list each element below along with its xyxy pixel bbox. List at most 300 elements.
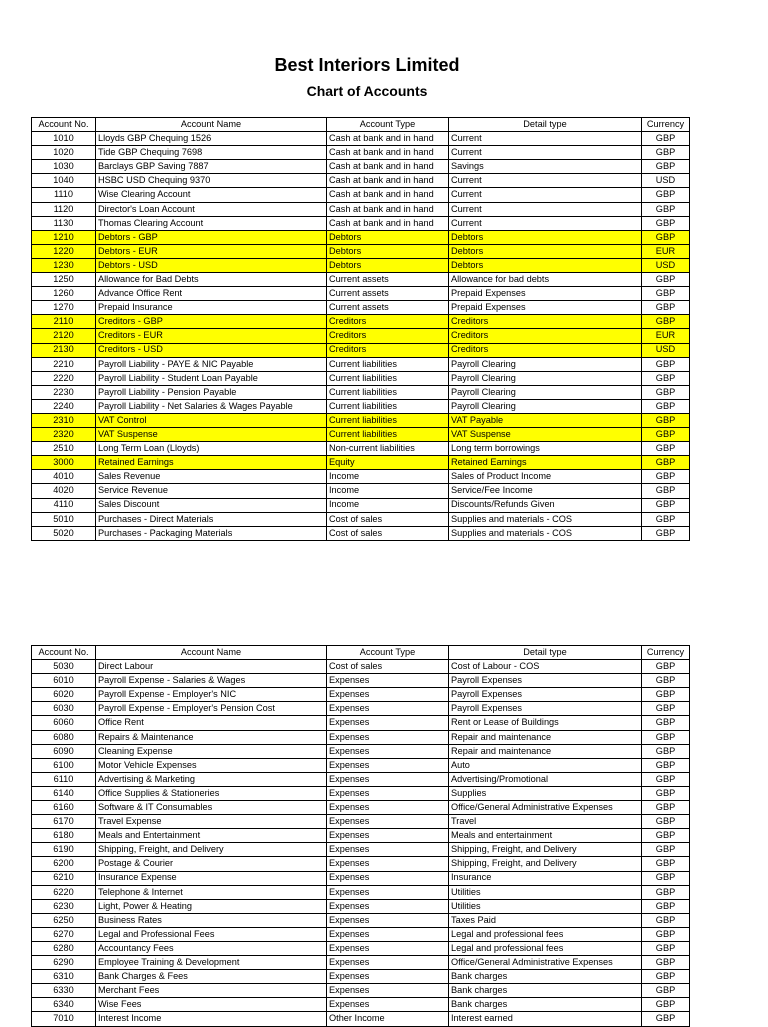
currency-cell: GBP xyxy=(642,941,690,955)
account-no-cell: 6180 xyxy=(32,829,96,843)
table-row xyxy=(32,357,690,371)
currency-cell: GBP xyxy=(642,301,690,315)
detail-type-cell: Office/General Administrative Expenses xyxy=(449,956,642,970)
table-row xyxy=(32,287,690,301)
header-account-name: Account Name xyxy=(96,118,327,132)
account-name-cell: Light, Power & Heating xyxy=(96,899,327,913)
account-type-cell: Expenses xyxy=(327,744,449,758)
account-no-cell: 1040 xyxy=(32,174,96,188)
table-row xyxy=(32,216,690,230)
currency-cell: GBP xyxy=(642,716,690,730)
currency-cell: GBP xyxy=(642,385,690,399)
account-type-cell: Expenses xyxy=(327,956,449,970)
account-type-cell: Debtors xyxy=(327,258,449,272)
account-name-cell: Cleaning Expense xyxy=(96,744,327,758)
account-no-cell: 6330 xyxy=(32,984,96,998)
detail-type-cell: Supplies and materials - COS xyxy=(449,526,642,540)
currency-cell: GBP xyxy=(642,315,690,329)
table-row xyxy=(32,758,690,772)
account-name-cell: Office Supplies & Stationeries xyxy=(96,786,327,800)
table-row xyxy=(32,941,690,955)
detail-type-cell: Retained Earnings xyxy=(449,456,642,470)
account-name-cell: Creditors - GBP xyxy=(96,315,327,329)
account-type-cell: Current assets xyxy=(327,301,449,315)
account-name-cell: Payroll Liability - Net Salaries & Wages Payable xyxy=(96,399,327,413)
detail-type-cell: Payroll Clearing xyxy=(449,357,642,371)
currency-cell: GBP xyxy=(642,843,690,857)
account-name-cell: Employee Training & Development xyxy=(96,956,327,970)
currency-cell: GBP xyxy=(642,899,690,913)
detail-type-cell: Current xyxy=(449,174,642,188)
account-type-cell: Current liabilities xyxy=(327,357,449,371)
account-type-cell: Other Income xyxy=(327,1012,449,1026)
account-type-cell: Expenses xyxy=(327,899,449,913)
currency-cell: GBP xyxy=(642,498,690,512)
account-type-cell: Income xyxy=(327,498,449,512)
detail-type-cell: Creditors xyxy=(449,343,642,357)
detail-type-cell: Debtors xyxy=(449,230,642,244)
account-name-cell: Legal and Professional Fees xyxy=(96,927,327,941)
account-no-cell: 1020 xyxy=(32,146,96,160)
account-name-cell: Payroll Expense - Employer's NIC xyxy=(96,688,327,702)
account-type-cell: Expenses xyxy=(327,871,449,885)
detail-type-cell: Shipping, Freight, and Delivery xyxy=(449,857,642,871)
table-row xyxy=(32,786,690,800)
account-type-cell: Expenses xyxy=(327,927,449,941)
account-no-cell: 1250 xyxy=(32,273,96,287)
detail-type-cell: Repair and maintenance xyxy=(449,730,642,744)
currency-cell: GBP xyxy=(642,470,690,484)
account-no-cell: 1230 xyxy=(32,258,96,272)
account-no-cell: 6010 xyxy=(32,674,96,688)
account-type-cell: Expenses xyxy=(327,857,449,871)
account-name-cell: Payroll Expense - Employer's Pension Cost xyxy=(96,702,327,716)
account-name-cell: Insurance Expense xyxy=(96,871,327,885)
currency-cell: USD xyxy=(642,343,690,357)
account-no-cell: 2230 xyxy=(32,385,96,399)
account-no-cell: 2110 xyxy=(32,315,96,329)
currency-cell: GBP xyxy=(642,273,690,287)
currency-cell: GBP xyxy=(642,357,690,371)
detail-type-cell: Allowance for bad debts xyxy=(449,273,642,287)
account-no-cell: 5020 xyxy=(32,526,96,540)
account-no-cell: 2130 xyxy=(32,343,96,357)
account-name-cell: Creditors - USD xyxy=(96,343,327,357)
table-row xyxy=(32,174,690,188)
account-no-cell: 4110 xyxy=(32,498,96,512)
table-row xyxy=(32,146,690,160)
document-title: Best Interiors Limited xyxy=(274,55,460,75)
currency-cell: GBP xyxy=(642,160,690,174)
account-no-cell: 1260 xyxy=(32,287,96,301)
account-type-cell: Cash at bank and in hand xyxy=(327,216,449,230)
table-row xyxy=(32,660,690,674)
account-no-cell: 1210 xyxy=(32,230,96,244)
table-row xyxy=(32,484,690,498)
table-row xyxy=(32,674,690,688)
detail-type-cell: Meals and entertainment xyxy=(449,829,642,843)
detail-type-cell: Advertising/Promotional xyxy=(449,772,642,786)
currency-cell: GBP xyxy=(642,871,690,885)
account-no-cell: 6310 xyxy=(32,970,96,984)
table-row xyxy=(32,927,690,941)
table-row xyxy=(32,413,690,427)
detail-type-cell: Current xyxy=(449,188,642,202)
account-name-cell: Director's Loan Account xyxy=(96,202,327,216)
currency-cell: GBP xyxy=(642,956,690,970)
currency-cell: GBP xyxy=(642,287,690,301)
currency-cell: GBP xyxy=(642,1012,690,1026)
account-name-cell: Travel Expense xyxy=(96,815,327,829)
account-type-cell: Expenses xyxy=(327,913,449,927)
detail-type-cell: Current xyxy=(449,202,642,216)
account-type-cell: Cost of sales xyxy=(327,660,449,674)
account-type-cell: Expenses xyxy=(327,702,449,716)
currency-cell: GBP xyxy=(642,146,690,160)
account-no-cell: 6090 xyxy=(32,744,96,758)
account-no-cell: 7010 xyxy=(32,1012,96,1026)
account-type-cell: Current liabilities xyxy=(327,371,449,385)
account-type-cell: Current liabilities xyxy=(327,428,449,442)
detail-type-cell: Repair and maintenance xyxy=(449,744,642,758)
account-name-cell: Software & IT Consumables xyxy=(96,801,327,815)
account-no-cell: 1270 xyxy=(32,301,96,315)
account-type-cell: Creditors xyxy=(327,343,449,357)
account-type-cell: Expenses xyxy=(327,829,449,843)
account-name-cell: Debtors - USD xyxy=(96,258,327,272)
currency-cell: GBP xyxy=(642,202,690,216)
currency-cell: GBP xyxy=(642,744,690,758)
account-type-cell: Expenses xyxy=(327,801,449,815)
table-row xyxy=(32,230,690,244)
account-name-cell: Creditors - EUR xyxy=(96,329,327,343)
table-row xyxy=(32,956,690,970)
account-type-cell: Equity xyxy=(327,456,449,470)
account-no-cell: 6290 xyxy=(32,956,96,970)
account-no-cell: 6110 xyxy=(32,772,96,786)
account-name-cell: Bank Charges & Fees xyxy=(96,970,327,984)
account-name-cell: Debtors - EUR xyxy=(96,244,327,258)
header-currency: Currency xyxy=(642,118,690,132)
detail-type-cell: Taxes Paid xyxy=(449,913,642,927)
currency-cell: GBP xyxy=(642,913,690,927)
account-name-cell: Telephone & Internet xyxy=(96,885,327,899)
account-no-cell: 6200 xyxy=(32,857,96,871)
currency-cell: GBP xyxy=(642,998,690,1012)
account-type-cell: Expenses xyxy=(327,998,449,1012)
table-row xyxy=(32,132,690,146)
table-row xyxy=(32,244,690,258)
currency-cell: GBP xyxy=(642,484,690,498)
account-no-cell: 5010 xyxy=(32,512,96,526)
detail-type-cell: Payroll Expenses xyxy=(449,674,642,688)
account-type-cell: Debtors xyxy=(327,244,449,258)
account-name-cell: Thomas Clearing Account xyxy=(96,216,327,230)
account-no-cell: 4010 xyxy=(32,470,96,484)
account-name-cell: Barclays GBP Saving 7887 xyxy=(96,160,327,174)
table-row xyxy=(32,371,690,385)
currency-cell: GBP xyxy=(642,815,690,829)
account-no-cell: 6270 xyxy=(32,927,96,941)
table-row xyxy=(32,273,690,287)
account-type-cell: Non-current liabilities xyxy=(327,442,449,456)
account-name-cell: VAT Suspense xyxy=(96,428,327,442)
currency-cell: GBP xyxy=(642,660,690,674)
account-type-cell: Expenses xyxy=(327,984,449,998)
account-type-cell: Expenses xyxy=(327,674,449,688)
table-header-row xyxy=(32,646,690,660)
account-name-cell: Payroll Expense - Salaries & Wages xyxy=(96,674,327,688)
account-name-cell: VAT Control xyxy=(96,413,327,427)
detail-type-cell: Utilities xyxy=(449,885,642,899)
table-header-row xyxy=(32,118,690,132)
account-name-cell: Business Rates xyxy=(96,913,327,927)
table-row xyxy=(32,857,690,871)
table-row xyxy=(32,188,690,202)
detail-type-cell: Creditors xyxy=(449,329,642,343)
currency-cell: EUR xyxy=(642,244,690,258)
account-no-cell: 3000 xyxy=(32,456,96,470)
account-no-cell: 6080 xyxy=(32,730,96,744)
detail-type-cell: Current xyxy=(449,132,642,146)
header-account-type: Account Type xyxy=(327,646,449,660)
account-no-cell: 2240 xyxy=(32,399,96,413)
currency-cell: GBP xyxy=(642,399,690,413)
detail-type-cell: VAT Payable xyxy=(449,413,642,427)
account-no-cell: 6280 xyxy=(32,941,96,955)
account-type-cell: Expenses xyxy=(327,815,449,829)
account-name-cell: Payroll Liability - PAYE & NIC Payable xyxy=(96,357,327,371)
accounts-table-1 xyxy=(31,117,690,541)
detail-type-cell: Interest earned xyxy=(449,1012,642,1026)
account-name-cell: Purchases - Direct Materials xyxy=(96,512,327,526)
account-type-cell: Expenses xyxy=(327,716,449,730)
table-row xyxy=(32,843,690,857)
account-type-cell: Current liabilities xyxy=(327,385,449,399)
table-row xyxy=(32,829,690,843)
account-no-cell: 1120 xyxy=(32,202,96,216)
detail-type-cell: Insurance xyxy=(449,871,642,885)
detail-type-cell: Creditors xyxy=(449,315,642,329)
account-type-cell: Income xyxy=(327,470,449,484)
account-no-cell: 2510 xyxy=(32,442,96,456)
account-name-cell: Retained Earnings xyxy=(96,456,327,470)
account-type-cell: Expenses xyxy=(327,730,449,744)
currency-cell: GBP xyxy=(642,885,690,899)
table-row xyxy=(32,970,690,984)
currency-cell: GBP xyxy=(642,857,690,871)
currency-cell: GBP xyxy=(642,526,690,540)
currency-cell: GBP xyxy=(642,786,690,800)
table-row xyxy=(32,744,690,758)
currency-cell: GBP xyxy=(642,927,690,941)
account-name-cell: Lloyds GBP Chequing 1526 xyxy=(96,132,327,146)
table-row xyxy=(32,399,690,413)
currency-cell: GBP xyxy=(642,970,690,984)
detail-type-cell: Sales of Product Income xyxy=(449,470,642,484)
header-account-name: Account Name xyxy=(96,646,327,660)
account-name-cell: Service Revenue xyxy=(96,484,327,498)
account-type-cell: Cash at bank and in hand xyxy=(327,202,449,216)
currency-cell: GBP xyxy=(642,772,690,786)
table-row xyxy=(32,512,690,526)
account-name-cell: Accountancy Fees xyxy=(96,941,327,955)
account-no-cell: 1220 xyxy=(32,244,96,258)
account-type-cell: Cost of sales xyxy=(327,512,449,526)
account-type-cell: Expenses xyxy=(327,885,449,899)
account-no-cell: 6020 xyxy=(32,688,96,702)
account-no-cell: 6230 xyxy=(32,899,96,913)
document-subtitle: Chart of Accounts xyxy=(306,83,428,99)
currency-cell: GBP xyxy=(642,688,690,702)
detail-type-cell: Office/General Administrative Expenses xyxy=(449,801,642,815)
detail-type-cell: Bank charges xyxy=(449,984,642,998)
account-type-cell: Cash at bank and in hand xyxy=(327,188,449,202)
table-row xyxy=(32,984,690,998)
account-name-cell: Meals and Entertainment xyxy=(96,829,327,843)
detail-type-cell: Utilities xyxy=(449,899,642,913)
currency-cell: GBP xyxy=(642,230,690,244)
account-type-cell: Creditors xyxy=(327,315,449,329)
table-row xyxy=(32,470,690,484)
account-no-cell: 6160 xyxy=(32,801,96,815)
detail-type-cell: Prepaid Expenses xyxy=(449,301,642,315)
account-type-cell: Expenses xyxy=(327,688,449,702)
account-type-cell: Expenses xyxy=(327,941,449,955)
table-row xyxy=(32,202,690,216)
detail-type-cell: Prepaid Expenses xyxy=(449,287,642,301)
table-row xyxy=(32,160,690,174)
account-type-cell: Cash at bank and in hand xyxy=(327,160,449,174)
table-row xyxy=(32,442,690,456)
account-no-cell: 6140 xyxy=(32,786,96,800)
table-row xyxy=(32,301,690,315)
table-row xyxy=(32,885,690,899)
account-type-cell: Cost of sales xyxy=(327,526,449,540)
account-no-cell: 6030 xyxy=(32,702,96,716)
account-type-cell: Current assets xyxy=(327,287,449,301)
account-name-cell: Shipping, Freight, and Delivery xyxy=(96,843,327,857)
currency-cell: GBP xyxy=(642,216,690,230)
account-name-cell: Payroll Liability - Student Loan Payable xyxy=(96,371,327,385)
currency-cell: GBP xyxy=(642,371,690,385)
detail-type-cell: Payroll Clearing xyxy=(449,399,642,413)
table-row xyxy=(32,702,690,716)
header-account-no: Account No. xyxy=(32,118,96,132)
detail-type-cell: Rent or Lease of Buildings xyxy=(449,716,642,730)
detail-type-cell: Auto xyxy=(449,758,642,772)
account-name-cell: Tide GBP Chequing 7698 xyxy=(96,146,327,160)
account-name-cell: Purchases - Packaging Materials xyxy=(96,526,327,540)
account-type-cell: Expenses xyxy=(327,758,449,772)
currency-cell: EUR xyxy=(642,329,690,343)
account-name-cell: Debtors - GBP xyxy=(96,230,327,244)
account-no-cell: 6100 xyxy=(32,758,96,772)
account-no-cell: 6340 xyxy=(32,998,96,1012)
account-name-cell: Advertising & Marketing xyxy=(96,772,327,786)
account-type-cell: Current liabilities xyxy=(327,413,449,427)
account-type-cell: Creditors xyxy=(327,329,449,343)
table-row xyxy=(32,998,690,1012)
account-no-cell: 2210 xyxy=(32,357,96,371)
currency-cell: USD xyxy=(642,258,690,272)
detail-type-cell: VAT Suspense xyxy=(449,428,642,442)
account-no-cell: 2320 xyxy=(32,428,96,442)
header-detail-type: Detail type xyxy=(449,646,642,660)
account-no-cell: 1110 xyxy=(32,188,96,202)
account-name-cell: Repairs & Maintenance xyxy=(96,730,327,744)
header-account-type: Account Type xyxy=(327,118,449,132)
account-no-cell: 4020 xyxy=(32,484,96,498)
account-name-cell: Payroll Liability - Pension Payable xyxy=(96,385,327,399)
table-row xyxy=(32,343,690,357)
table-row xyxy=(32,428,690,442)
currency-cell: GBP xyxy=(642,413,690,427)
header-currency: Currency xyxy=(642,646,690,660)
detail-type-cell: Cost of Labour - COS xyxy=(449,660,642,674)
account-name-cell: Motor Vehicle Expenses xyxy=(96,758,327,772)
table-row xyxy=(32,871,690,885)
account-no-cell: 6220 xyxy=(32,885,96,899)
header-detail-type: Detail type xyxy=(449,118,642,132)
account-type-cell: Expenses xyxy=(327,970,449,984)
currency-cell: USD xyxy=(642,174,690,188)
table-row xyxy=(32,385,690,399)
currency-cell: GBP xyxy=(642,702,690,716)
account-type-cell: Expenses xyxy=(327,786,449,800)
account-type-cell: Debtors xyxy=(327,230,449,244)
detail-type-cell: Bank charges xyxy=(449,998,642,1012)
account-type-cell: Expenses xyxy=(327,843,449,857)
table-row xyxy=(32,899,690,913)
currency-cell: GBP xyxy=(642,829,690,843)
account-name-cell: Merchant Fees xyxy=(96,984,327,998)
detail-type-cell: Bank charges xyxy=(449,970,642,984)
account-no-cell: 6190 xyxy=(32,843,96,857)
account-no-cell: 1030 xyxy=(32,160,96,174)
account-name-cell: Allowance for Bad Debts xyxy=(96,273,327,287)
account-type-cell: Current liabilities xyxy=(327,399,449,413)
detail-type-cell: Debtors xyxy=(449,244,642,258)
account-name-cell: Advance Office Rent xyxy=(96,287,327,301)
detail-type-cell: Travel xyxy=(449,815,642,829)
account-no-cell: 6060 xyxy=(32,716,96,730)
currency-cell: GBP xyxy=(642,456,690,470)
account-type-cell: Current assets xyxy=(327,273,449,287)
currency-cell: GBP xyxy=(642,188,690,202)
currency-cell: GBP xyxy=(642,442,690,456)
table-row xyxy=(32,801,690,815)
table-row xyxy=(32,716,690,730)
account-name-cell: Prepaid Insurance xyxy=(96,301,327,315)
detail-type-cell: Debtors xyxy=(449,258,642,272)
account-no-cell: 2220 xyxy=(32,371,96,385)
table-row xyxy=(32,526,690,540)
account-name-cell: Direct Labour xyxy=(96,660,327,674)
detail-type-cell: Supplies xyxy=(449,786,642,800)
account-name-cell: Wise Clearing Account xyxy=(96,188,327,202)
table-row xyxy=(32,913,690,927)
account-type-cell: Cash at bank and in hand xyxy=(327,174,449,188)
detail-type-cell: Discounts/Refunds Given xyxy=(449,498,642,512)
table-row xyxy=(32,815,690,829)
currency-cell: GBP xyxy=(642,428,690,442)
account-no-cell: 1130 xyxy=(32,216,96,230)
account-name-cell: Postage & Courier xyxy=(96,857,327,871)
account-no-cell: 5030 xyxy=(32,660,96,674)
account-no-cell: 1010 xyxy=(32,132,96,146)
account-name-cell: HSBC USD Chequing 9370 xyxy=(96,174,327,188)
